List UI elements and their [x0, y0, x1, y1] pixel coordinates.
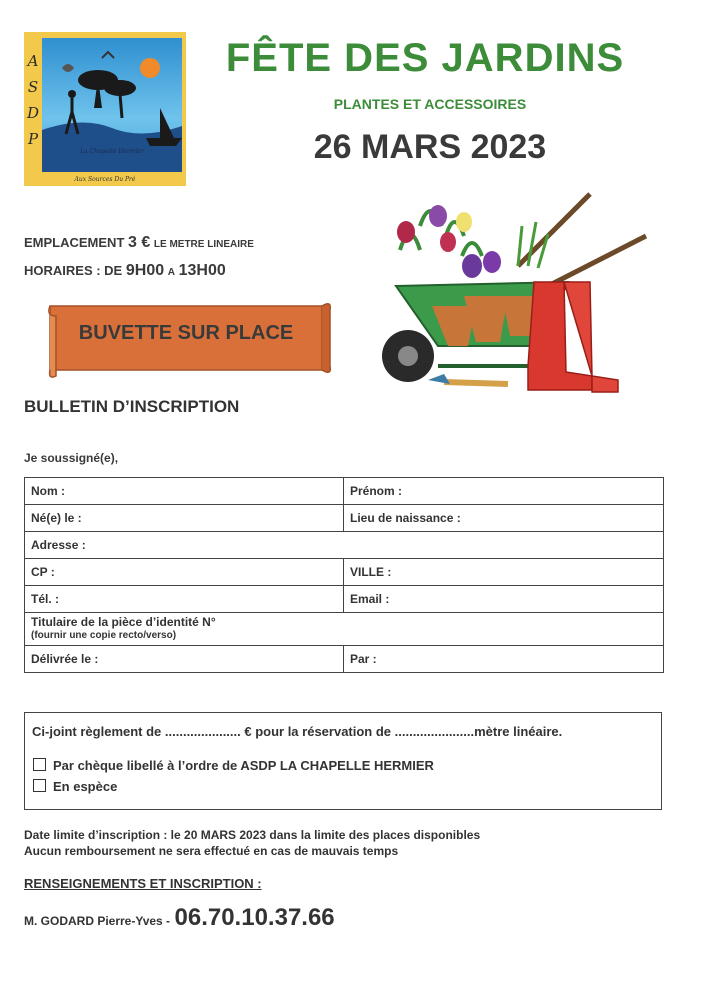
- ville-field[interactable]: VILLE :: [344, 559, 664, 586]
- cp-field[interactable]: CP :: [25, 559, 344, 586]
- emplacement-info: EMPLACEMENT 3 € LE METRE LINEAIRE: [24, 234, 254, 251]
- naissance-date-field[interactable]: Né(e) le :: [25, 505, 344, 532]
- par-field[interactable]: Par :: [344, 646, 664, 673]
- registration-form: [24, 477, 664, 673]
- form-intro: Je soussigné(e),: [24, 451, 119, 465]
- adresse-field[interactable]: Adresse :: [25, 532, 664, 559]
- email-field[interactable]: Email :: [344, 586, 664, 613]
- page-title: FÊTE DES JARDINS: [225, 36, 625, 80]
- banner-label: BUVETTE SUR PLACE: [78, 322, 294, 344]
- piece-identite-field[interactable]: Titulaire de la pièce d’identité N° (fournir une copie recto/verso): [25, 613, 664, 646]
- espece-option[interactable]: En espèce: [33, 779, 117, 794]
- reglement-line: Ci-joint règlement de ..................... € pour la réservation de ......................mètre linéaire.: [32, 724, 563, 739]
- tel-field[interactable]: Tél. :: [25, 586, 344, 613]
- wheelbarrow-icon: [368, 186, 650, 400]
- prenom-field[interactable]: Prénom :: [344, 478, 664, 505]
- page-subtitle: PLANTES ET ACCESSOIRES: [333, 96, 527, 112]
- logo-caption: Aux Sources Du Pré: [74, 176, 136, 183]
- checkbox-icon[interactable]: [33, 779, 46, 792]
- logo-subtitle: La Chapelle Hermier: [80, 148, 144, 155]
- asdp-logo: [24, 32, 186, 186]
- contact-heading: RENSEIGNEMENTS ET INSCRIPTION :: [24, 876, 262, 891]
- delivree-field[interactable]: Délivrée le :: [25, 646, 344, 673]
- contact-name: M. GODARD Pierre-Yves -: [24, 914, 171, 928]
- cheque-option[interactable]: Par chèque libellé à l’ordre de ASDP LA CHAPELLE HERMIER: [33, 758, 434, 773]
- horaires-info: HORAIRES : DE 9H00 A 13H00: [24, 262, 226, 279]
- wheelbarrow-illustration: [368, 186, 650, 400]
- bulletin-heading: BULLETIN D’INSCRIPTION: [24, 397, 240, 416]
- payment-box: [24, 712, 662, 810]
- contact-line: [24, 904, 335, 932]
- checkbox-icon[interactable]: [33, 758, 46, 771]
- nom-field[interactable]: Nom :: [25, 478, 344, 505]
- contact-phone: 06.70.10.37.66: [174, 904, 335, 931]
- deadline-notes: Date limite d’inscription : le 20 MARS 2023 dans la limite des places disponibles Aucun remboursement ne sera effectué en cas de mauvais temps: [24, 828, 481, 858]
- buvette-banner: [46, 296, 338, 380]
- event-date: 26 MARS 2023: [313, 128, 547, 166]
- lieu-naissance-field[interactable]: Lieu de naissance :: [344, 505, 664, 532]
- logo-letters: A S D P: [26, 52, 40, 148]
